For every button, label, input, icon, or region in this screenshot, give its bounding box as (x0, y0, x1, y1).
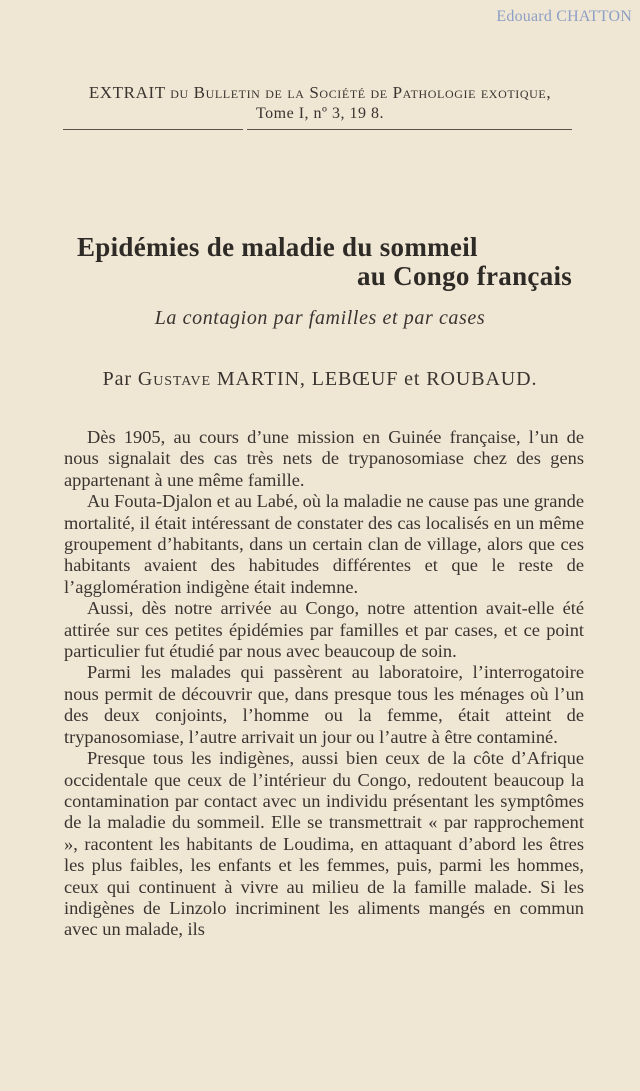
article-body (64, 427, 584, 941)
author-names: MARTIN, LEBŒUF et ROUBAUD. (216, 368, 538, 390)
journal-header (0, 83, 640, 123)
article-authors (0, 368, 640, 391)
paragraph: Parmi les malades qui passèrent au laboratoire, l’interrogatoire nous permit de découvrir que, dans presque tous les ménages où l’un des deux conjoints, l’homme ou la femme, était atteint de trypanosomiase, l’autre arrivait un jour ou l’autre à être contaminé. (64, 662, 584, 747)
paragraph: Presque tous les indigènes, aussi bien ceux de la côte d’Afrique occidentale que ceux de l’intérieur du Congo, redoutent beaucoup la contamination par contact avec un individu présentant les symptômes de la maladie du sommeil. Elle se transmettrait « par rapprochement », racontent les habitants de Loudima, en attaquant d’abord les êtres les plus faibles, les enfants et les femmes, puis, parmi les hommes, ceux qui continuent à vivre au milieu de la famille malade. Si les indigènes de Linzolo incriminent les aliments mangés en commun avec un malade, ils (64, 748, 584, 940)
author-first-name: Gustave (137, 368, 211, 390)
journal-citation: EXTRAIT du Bulletin de la Société de Pathologie exotique, (88, 83, 552, 102)
header-rule-left (63, 129, 243, 130)
article-title-line1: Epidémies de maladie du sommeil (77, 232, 478, 262)
library-stamp: Edouard CHATTON (496, 8, 632, 25)
article-subtitle: La contagion par familles et par cases (154, 307, 486, 329)
authors-prefix: Par (102, 368, 132, 390)
header-rule-right (247, 129, 572, 130)
paragraph: Dès 1905, au cours d’une mission en Guinée française, l’un de nous signalait des cas très nets de trypanosomiase chez des gens appartenant à une même famille. (64, 427, 584, 490)
journal-volume: Tome I, nº 3, 19 8. (256, 105, 384, 122)
article-title-line2: au Congo français (357, 261, 573, 291)
paragraph: Aussi, dès notre arrivée au Congo, notre attention avait-elle été attirée sur ces petites épidémies par familles et par cases, et ce point particulier fut étudié par nous avec beaucoup de soin. (64, 598, 584, 662)
paragraph: Au Fouta-Djalon et au Labé, où la maladie ne cause pas une grande mortalité, il était intéressant de constater des cas localisés en un même groupement d’habitants, dans un certain clan de village, alors que ces habitants avaient des habitudes différentes et que le reste de l’agglomération indigène était indemne. (64, 491, 584, 597)
